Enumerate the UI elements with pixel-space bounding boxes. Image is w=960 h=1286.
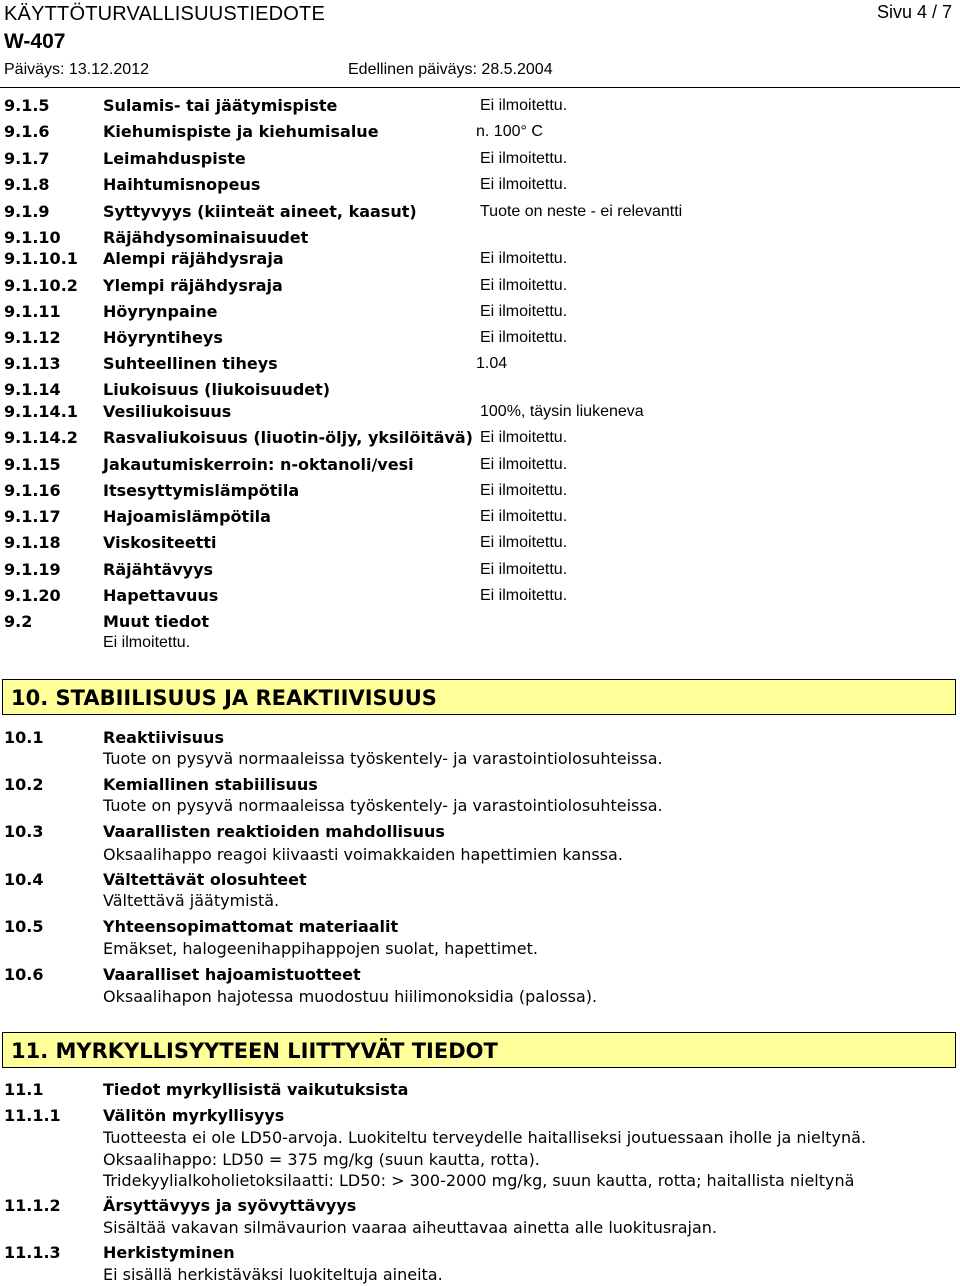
property-label: Vesiliukoisuus <box>103 402 232 421</box>
item-text: Tridekyylialkoholietoksilaatti: LD50: > 300-2000 mg/kg, suun kautta, rotta; haitallista nieltynä <box>103 1171 855 1190</box>
item-text: Oksaalihapon hajotessa muodostuu hiilimonoksidia (palossa). <box>103 987 598 1006</box>
section-10-header <box>2 679 956 715</box>
item-text: Ei sisällä herkistäväksi luokiteltuja aineita. <box>103 1265 443 1284</box>
document-title: KÄYTTÖTURVALLISUUSTIEDOTE <box>4 3 325 25</box>
item-number: 11.1.1 <box>4 1106 61 1125</box>
property-value: Ei ilmoitettu. <box>480 534 568 551</box>
property-value: Ei ilmoitettu. <box>480 561 568 578</box>
property-number: 9.1.10 <box>4 228 61 247</box>
property-label: Räjähtävyys <box>103 560 214 579</box>
item-label: Vaaralliset hajoamistuotteet <box>103 965 361 984</box>
property-value: Ei ilmoitettu. <box>480 97 568 114</box>
item-label: Vältettävät olosuhteet <box>103 870 307 889</box>
other-info-label: Muut tiedot <box>103 612 209 631</box>
section-11-header <box>2 1032 956 1068</box>
property-number: 9.1.11 <box>4 302 61 321</box>
property-label: Suhteellinen tiheys <box>103 354 278 373</box>
property-label: Liukoisuus (liukoisuudet) <box>103 380 331 399</box>
property-number: 9.1.8 <box>4 175 50 194</box>
property-label: Ylempi räjähdysraja <box>103 276 283 295</box>
property-number: 9.1.6 <box>4 122 50 141</box>
page-number: Sivu 4 / 7 <box>876 2 952 22</box>
item-text: Emäkset, halogeenihappihappojen suolat, hapettimet. <box>103 939 538 958</box>
property-label: Jakautumiskerroin: n-oktanoli/vesi <box>103 455 414 474</box>
property-number: 9.1.9 <box>4 202 50 221</box>
header-divider <box>0 87 960 88</box>
property-value: Tuote on neste - ei relevantti <box>480 203 683 220</box>
property-number: 9.1.10.1 <box>4 249 78 268</box>
item-number: 11.1.3 <box>4 1243 61 1262</box>
property-label: Höyryntiheys <box>103 328 223 347</box>
property-label: Hapettavuus <box>103 586 219 605</box>
property-value: Ei ilmoitettu. <box>480 429 568 446</box>
item-number: 10.1 <box>4 728 44 747</box>
property-value: Ei ilmoitettu. <box>480 482 568 499</box>
property-label: Leimahduspiste <box>103 149 246 168</box>
item-text: Tuote on pysyvä normaaleissa työskentely- ja varastointiolosuhteissa. <box>103 796 663 815</box>
property-value: Ei ilmoitettu. <box>480 508 568 525</box>
property-label: Syttyvyys (kiinteät aineet, kaasut) <box>103 202 417 221</box>
property-number: 9.1.18 <box>4 533 61 552</box>
item-text: Tuote on pysyvä normaaleissa työskentely- ja varastointiolosuhteissa. <box>103 749 663 768</box>
item-number: 10.6 <box>4 965 44 984</box>
property-label: Haihtumisnopeus <box>103 175 261 194</box>
item-number: 10.2 <box>4 775 44 794</box>
property-number: 9.1.10.2 <box>4 276 78 295</box>
property-number: 9.1.14.1 <box>4 402 78 421</box>
property-value: Ei ilmoitettu. <box>480 456 568 473</box>
item-text: Oksaalihappo reagoi kiivaasti voimakkaiden hapettimien kanssa. <box>103 845 623 864</box>
item-number: 10.5 <box>4 917 44 936</box>
property-number: 9.1.7 <box>4 149 50 168</box>
property-value: Ei ilmoitettu. <box>480 587 568 604</box>
property-number: 9.1.14.2 <box>4 428 78 447</box>
item-label: Ärsyttävyys ja syövyttävyys <box>103 1196 357 1215</box>
property-number: 9.1.5 <box>4 96 50 115</box>
property-value: Ei ilmoitettu. <box>480 150 568 167</box>
section-10-title: 10. STABIILISUUS JA REAKTIIVISUUS <box>11 686 437 710</box>
item-number: 10.3 <box>4 822 44 841</box>
item-label: Kemiallinen stabiilisuus <box>103 775 318 794</box>
property-number: 9.1.16 <box>4 481 61 500</box>
document-date: Päiväys: 13.12.2012 <box>4 61 149 78</box>
property-label: Itsesyttymislämpötila <box>103 481 300 500</box>
item-label: Välitön myrkyllisyys <box>103 1106 285 1125</box>
property-number: 9.1.12 <box>4 328 61 347</box>
property-label: Kiehumispiste ja kiehumisalue <box>103 122 379 141</box>
item-label: Yhteensopimattomat materiaalit <box>103 917 399 936</box>
property-label: Höyrynpaine <box>103 302 218 321</box>
item-text: Oksaalihappo: LD50 = 375 mg/kg (suun kautta, rotta). <box>103 1150 540 1169</box>
item-text: Tuotteesta ei ole LD50-arvoja. Luokiteltu terveydelle haitalliseksi joutuessaan iholle ja nieltynä. <box>103 1128 867 1147</box>
property-number: 9.1.17 <box>4 507 61 526</box>
item-number: 10.4 <box>4 870 44 889</box>
property-label: Hajoamislämpötila <box>103 507 271 526</box>
item-label: Vaarallisten reaktioiden mahdollisuus <box>103 822 445 841</box>
property-value: 100%, täysin liukeneva <box>480 403 644 420</box>
item-number: 11.1.2 <box>4 1196 61 1215</box>
property-value: Ei ilmoitettu. <box>480 250 568 267</box>
item-label: Tiedot myrkyllisistä vaikutuksista <box>103 1080 409 1099</box>
property-value: Ei ilmoitettu. <box>480 329 568 346</box>
section-11-title: 11. MYRKYLLISYYTEEN LIITTYVÄT TIEDOT <box>11 1039 498 1063</box>
other-info-value: Ei ilmoitettu. <box>103 634 191 651</box>
property-label: Räjähdysominaisuudet <box>103 228 309 247</box>
other-info-number: 9.2 <box>4 612 33 631</box>
property-label: Viskositeetti <box>103 533 217 552</box>
property-label: Alempi räjähdysraja <box>103 249 284 268</box>
property-label: Rasvaliukoisuus (liuotin-öljy, yksilöitävä) <box>103 428 473 447</box>
previous-date: Edellinen päiväys: 28.5.2004 <box>348 61 553 78</box>
item-text: Sisältää vakavan silmävaurion vaaraa aiheuttavaa ainetta alle luokitusrajan. <box>103 1218 718 1237</box>
property-number: 9.1.15 <box>4 455 61 474</box>
item-number: 11.1 <box>4 1080 44 1099</box>
property-label: Sulamis- tai jäätymispiste <box>103 96 338 115</box>
item-label: Reaktiivisuus <box>103 728 224 747</box>
property-value: 1.04 <box>476 355 508 372</box>
item-label: Herkistyminen <box>103 1243 235 1262</box>
item-text: Vältettävä jäätymistä. <box>103 891 280 910</box>
property-number: 9.1.14 <box>4 380 61 399</box>
property-value: n. 100° C <box>476 123 543 140</box>
product-code: W-407 <box>4 30 66 53</box>
property-value: Ei ilmoitettu. <box>480 303 568 320</box>
property-number: 9.1.19 <box>4 560 61 579</box>
property-value: Ei ilmoitettu. <box>480 277 568 294</box>
property-number: 9.1.13 <box>4 354 61 373</box>
property-value: Ei ilmoitettu. <box>480 176 568 193</box>
property-number: 9.1.20 <box>4 586 61 605</box>
